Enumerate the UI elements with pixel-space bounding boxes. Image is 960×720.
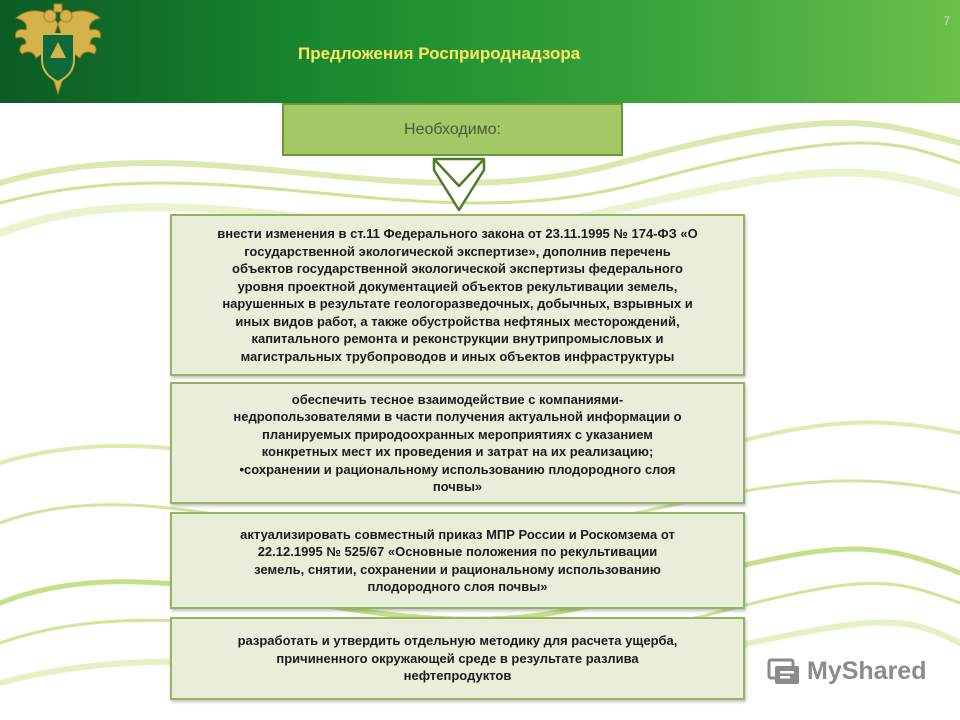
header-bar bbox=[0, 0, 960, 103]
proposal-box-3 bbox=[170, 512, 745, 609]
necessary-label: Необходимо: bbox=[404, 120, 501, 138]
slide-number: 7 bbox=[943, 14, 950, 28]
myshared-brand: MyShared bbox=[807, 656, 927, 685]
necessary-header-box bbox=[282, 103, 623, 156]
myshared-watermark bbox=[767, 656, 926, 686]
proposal-box-4 bbox=[170, 617, 745, 700]
down-arrow-icon bbox=[431, 156, 487, 213]
proposal-box-2 bbox=[170, 382, 745, 504]
myshared-logo-icon bbox=[767, 656, 801, 686]
page-title: Предложения Росприроднадзора bbox=[298, 44, 581, 63]
proposal-3-text: актуализировать совместный приказ МПР России и Роскомзема от 22.12.1995 № 525/67 «Основные положения по рекультивации земель, снятии, сохранении и рациональному использованию плодородного слоя почвы» bbox=[240, 526, 675, 594]
emblem-icon bbox=[10, 2, 106, 100]
proposal-1-text: внести изменения в ст.11 Федерального закона от 23.11.1995 № 174-ФЗ «О государственной экологической экспертизе», дополнив перечень объектов государственной экологической экспертизы федерального уровня проектной документацией объектов рекультивации земель, нарушенных в результате геологоразведочных, добычных, взрывных и иных видов работ, а также обустройства нефтяных месторождений, капитального ремонта и реконструкции внутрипромысловых и магистральных трубопроводов и иных объектов инфраструктуры bbox=[217, 226, 698, 364]
proposal-2-text: обеспечить тесное взаимодействие с компаниями- недропользователями в части получения актуальной информации о планируемых природоохранных мероприятиях с указанием конкретных мест их проведения и затрат на их реализацию; •сохранении и рациональному использованию плодородного слоя почвы» bbox=[233, 391, 682, 494]
proposal-box-1 bbox=[170, 214, 745, 376]
proposal-4-text: разработать и утвердить отдельную методику для расчета ущерба, причиненного окружающей среде в результате разлива нефтепродуктов bbox=[237, 633, 678, 684]
